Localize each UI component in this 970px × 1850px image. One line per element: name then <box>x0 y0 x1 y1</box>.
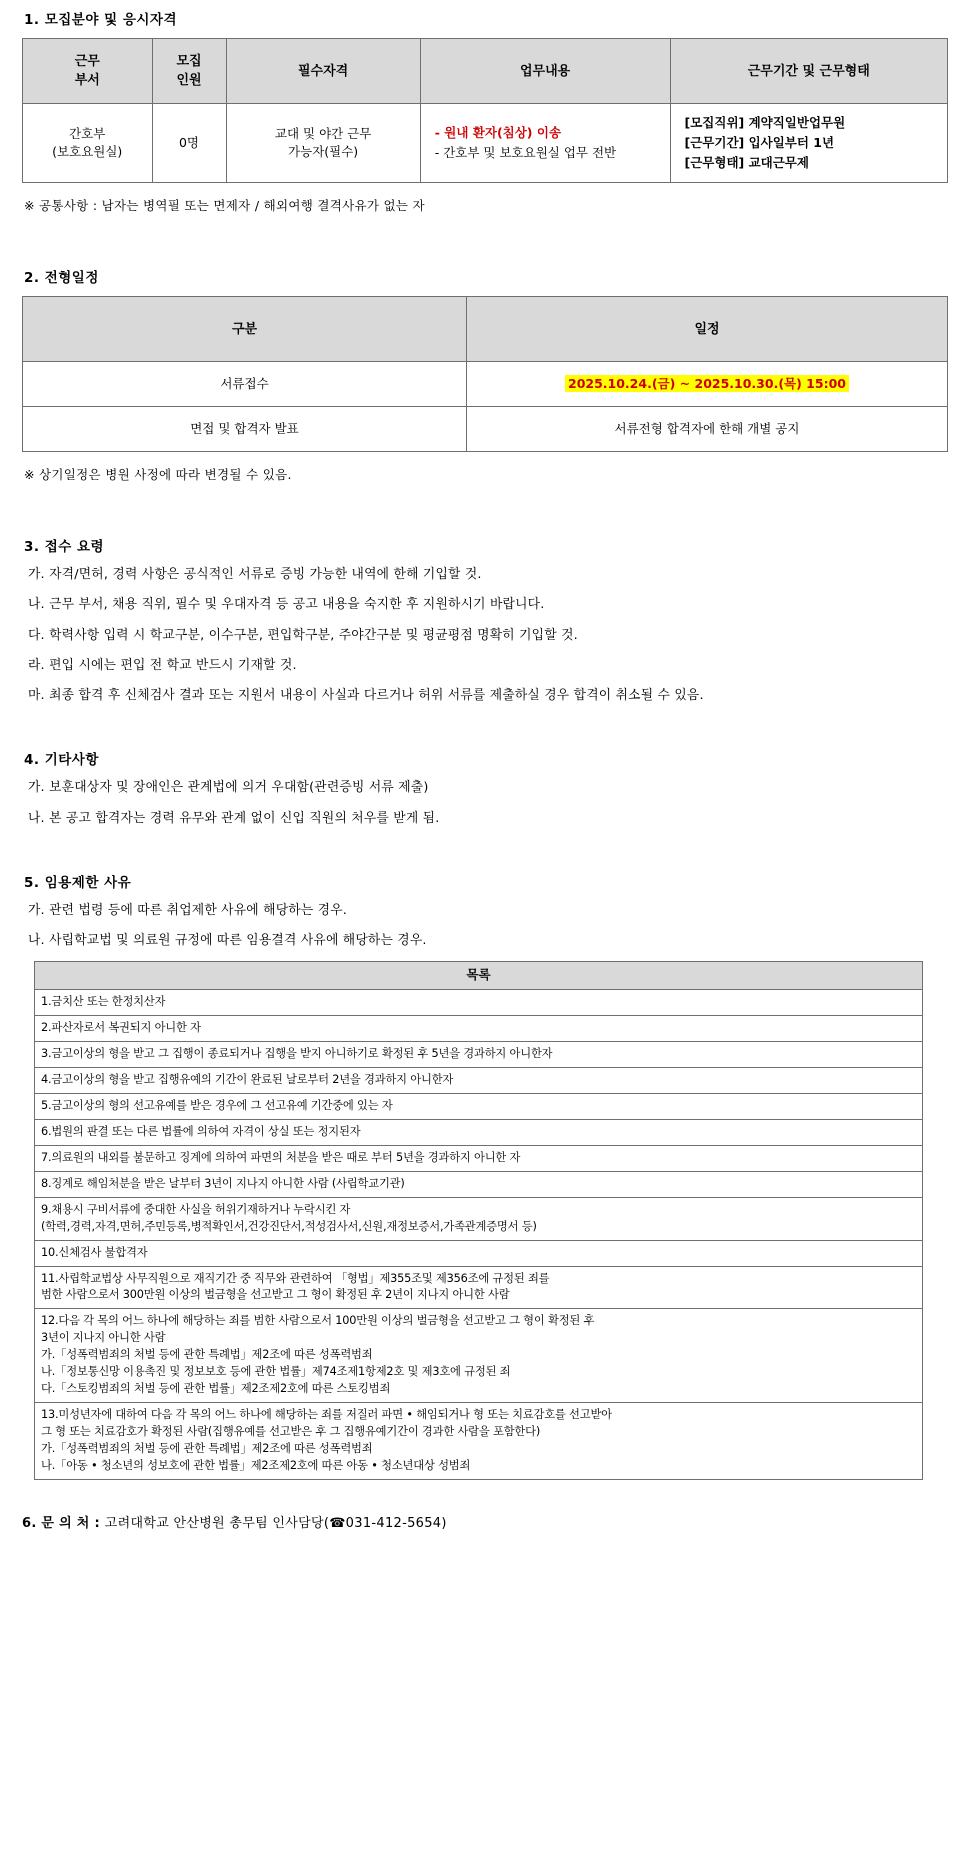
table-row <box>35 1240 923 1266</box>
spacer <box>22 222 948 268</box>
cell-item-5 <box>35 1093 923 1119</box>
recruitment-table <box>22 38 948 183</box>
spacer <box>22 839 948 873</box>
cell-item-2 <box>35 1016 923 1042</box>
line: 범한 사람으로서 300만원 이상의 벌금형을 선고받고 그 형이 확정된 후 2년이 지나지 아니한 사람 <box>41 1288 510 1302</box>
line: 나.「아동 • 청소년의 성보호에 관한 법률」제2조제2호에 따른 아동 • 청소년대상 성범죄 <box>41 1458 471 1472</box>
col-schedule: 일정 <box>467 297 948 362</box>
col-list: 목록 <box>35 962 923 990</box>
cell-qual-line2: 가능자(필수) <box>288 144 359 160</box>
section-3-list <box>22 565 948 705</box>
line: 12.다음 각 목의 어느 하나에 해당하는 죄를 범한 사람으로서 100만원 이상의 벌금형을 선고받고 그 형이 확정된 후 <box>41 1314 595 1328</box>
col-dept-line2: 부서 <box>74 73 100 89</box>
col-duty: 업무내용 <box>420 39 670 104</box>
col-count-line1: 모집 <box>176 53 202 69</box>
spacer <box>22 491 948 537</box>
section-other-matters <box>22 750 948 828</box>
line: 8.징계로 해임처분을 받은 날부터 3년이 지나지 아니한 사람 (사립학교기관) <box>41 1176 405 1190</box>
section-application-guide <box>22 537 948 705</box>
section-3-title: 3. 접수 요령 <box>24 539 105 555</box>
list-item: 나. 근무 부서, 채용 직위, 필수 및 우대자격 등 공고 내용을 숙지한 후 지원하시기 바랍니다. <box>28 597 545 613</box>
section-recruitment-field <box>22 10 948 216</box>
col-count-line2: 인원 <box>176 73 202 89</box>
cell-item-9 <box>35 1197 923 1240</box>
table-row <box>35 1119 923 1145</box>
table-header-row <box>23 297 948 362</box>
section-5-title: 5. 임용제한 사유 <box>24 874 132 891</box>
table-row <box>35 1171 923 1197</box>
application-period-highlight: 2025.10.24.(금) ~ 2025.10.30.(목) 15:00 <box>565 375 849 392</box>
section-2-title: 2. 전형일정 <box>24 270 99 286</box>
table-row <box>35 1093 923 1119</box>
list-item: 가. 자격/면허, 경력 사항은 공식적인 서류로 증빙 가능한 내역에 한해 기입할 것. <box>28 567 482 583</box>
cell-application-label: 서류접수 <box>23 362 467 407</box>
table-row <box>23 104 948 183</box>
cell-item-4 <box>35 1068 923 1094</box>
section-2-note: ※ 상기일정은 병원 사정에 따라 변경될 수 있음. <box>24 467 292 483</box>
cell-item-11 <box>35 1266 923 1309</box>
section-4-title: 4. 기타사항 <box>24 752 99 769</box>
cell-item-13 <box>35 1403 923 1480</box>
cell-term-line2: [근무기간] 입사일부터 1년 <box>684 135 835 151</box>
contact-value: 고려대학교 안산병원 총무팀 인사담당(☎031-412-5654) <box>104 1515 447 1531</box>
line: 가.「성폭력범죄의 처벌 등에 관한 특례법」제2조에 따른 성폭력범죄 <box>41 1441 373 1455</box>
cell-term-line1: [모집직위] 계약직일반업무원 <box>684 115 846 131</box>
line: 그 형 또는 치료감호가 확정된 사람(집행유예를 선고받은 후 그 집행유예기간이 경과한 사람을 포함한다) <box>41 1425 541 1438</box>
line: 3.금고이상의 형을 받고 그 집행이 종료되거나 집행을 받지 아니하기로 확정된 후 5년을 경과하지 아니한자 <box>41 1047 553 1061</box>
line: 다.「스토킹범죄의 처벌 등에 관한 법률」제2조제2호에 따른 스토킹범죄 <box>41 1382 391 1396</box>
col-dept <box>23 39 153 104</box>
list-item: 나. 사립학교법 및 의료원 규정에 따른 임용결격 사유에 해당하는 경우. <box>28 933 427 949</box>
list-item: 가. 보훈대상자 및 장애인은 관계법에 의거 우대함(관련증빙 서류 제출) <box>28 780 429 796</box>
cell-qual-line1: 교대 및 야간 근무 <box>274 125 372 141</box>
table-row <box>23 362 948 407</box>
table-row <box>35 990 923 1016</box>
line: 9.채용시 구비서류에 중대한 사실을 허위기재하거나 누락시킨 자 <box>41 1202 351 1216</box>
cell-item-10 <box>35 1240 923 1266</box>
cell-term-line3: [근무형태] 교대근무제 <box>684 155 809 171</box>
contact-label: 6. 문 의 처 : <box>22 1515 100 1531</box>
table-row <box>23 407 948 452</box>
line: 3년이 지나지 아니한 사람 <box>41 1331 166 1345</box>
cell-qualification <box>226 104 420 183</box>
section-1-title: 1. 모집분야 및 응시자격 <box>24 12 177 28</box>
cell-item-7 <box>35 1145 923 1171</box>
line: 11.사립학교법상 사무직원으로 재직기간 중 직무와 관련하여 「형법」제355조및 제356조에 규정된 죄를 <box>41 1271 550 1285</box>
table-row <box>35 1197 923 1240</box>
table-header-row <box>23 39 948 104</box>
line: 10.신체검사 불합격자 <box>41 1245 148 1259</box>
list-item: 가. 관련 법령 등에 따른 취업제한 사유에 해당하는 경우. <box>28 903 348 919</box>
cell-interview-label: 면접 및 합격자 발표 <box>23 407 467 452</box>
line: 2.파산자로서 복권되지 아니한 자 <box>41 1021 201 1035</box>
cell-dept-line2: (보호요원실) <box>52 144 123 160</box>
table-row <box>35 1145 923 1171</box>
cell-item-3 <box>35 1042 923 1068</box>
spacer <box>22 716 948 750</box>
cell-term <box>670 104 948 183</box>
list-item: 다. 학력사항 입력 시 학교구분, 이수구분, 편입학구분, 주야간구분 및 평균평점 명확히 기입할 것. <box>28 627 578 643</box>
col-count <box>152 39 226 104</box>
cell-item-8 <box>35 1171 923 1197</box>
disqualification-table <box>34 961 923 1479</box>
line: 나.「정보통신망 이용촉진 및 정보보호 등에 관한 법률」제74조제1항제2호 및 제3호에 규정된 죄 <box>41 1365 511 1379</box>
cell-duty-line2: - 간호부 및 보호요원실 업무 전반 <box>434 145 617 161</box>
section-4-list <box>22 778 948 827</box>
cell-dept <box>23 104 153 183</box>
list-item: 나. 본 공고 합격자는 경력 유무와 관계 없이 신입 직원의 처우를 받게 됨. <box>28 810 440 826</box>
list-item: 라. 편입 시에는 편입 전 학교 반드시 기재할 것. <box>28 657 297 673</box>
table-row <box>35 1309 923 1403</box>
section-contact <box>22 1514 948 1534</box>
cell-count: 0명 <box>152 104 226 183</box>
table-row <box>35 1016 923 1042</box>
table-row <box>35 1266 923 1309</box>
col-category: 구분 <box>23 297 467 362</box>
line: 13.미성년자에 대하여 다음 각 목의 어느 하나에 해당하는 죄를 저질러 파면 • 해임되거나 형 또는 치료감호를 선고받아 <box>41 1408 612 1422</box>
col-dept-line1: 근무 <box>74 53 100 69</box>
line: 5.금고이상의 형의 선고유예를 받은 경우에 그 선고유예 기간중에 있는 자 <box>41 1098 393 1112</box>
table-header-row <box>35 962 923 990</box>
table-row <box>35 1042 923 1068</box>
col-term: 근무기간 및 근무형태 <box>670 39 948 104</box>
section-1-note: ※ 공통사항 : 남자는 병역필 또는 면제자 / 해외여행 결격사유가 없는 자 <box>24 198 425 214</box>
section-disqualification <box>22 873 948 1480</box>
section-5-list <box>22 901 948 950</box>
line: 1.금치산 또는 한정치산자 <box>41 995 166 1009</box>
cell-duty-line1: - 원내 환자(침상) 이송 <box>434 125 562 141</box>
cell-duty <box>420 104 670 183</box>
cell-dept-line1: 간호부 <box>69 125 106 141</box>
line: (학력,경력,자격,면허,주민등록,병적확인서,건강진단서,적성검사서,신원,재정보증서,가족관계증명서 등) <box>41 1219 537 1233</box>
cell-item-12 <box>35 1309 923 1403</box>
line: 4.금고이상의 형을 받고 집행유예의 기간이 완료된 날로부터 2년을 경과하지 아니한자 <box>41 1073 454 1086</box>
col-qualification: 필수자격 <box>226 39 420 104</box>
cell-application-period <box>467 362 948 407</box>
section-schedule <box>22 268 948 485</box>
cell-item-6 <box>35 1119 923 1145</box>
table-row <box>35 1403 923 1480</box>
line: 7.의료원의 내외를 불문하고 징계에 의하여 파면의 처분을 받은 때로 부터 5년을 경과하지 아니한 자 <box>41 1150 521 1164</box>
list-item: 마. 최종 합격 후 신체검사 결과 또는 지원서 내용이 사실과 다르거나 허위 서류를 제출하실 경우 합격이 취소될 수 있음. <box>28 688 704 703</box>
line: 가.「성폭력범죄의 처벌 등에 관한 특례법」제2조에 따른 성폭력범죄 <box>41 1348 373 1362</box>
schedule-table <box>22 296 948 452</box>
cell-interview-value: 서류전형 합격자에 한해 개별 공지 <box>467 407 948 452</box>
cell-item-1 <box>35 990 923 1016</box>
line: 6.법원의 판결 또는 다른 법률에 의하여 자격이 상실 또는 정지된자 <box>41 1124 361 1138</box>
table-row <box>35 1068 923 1094</box>
